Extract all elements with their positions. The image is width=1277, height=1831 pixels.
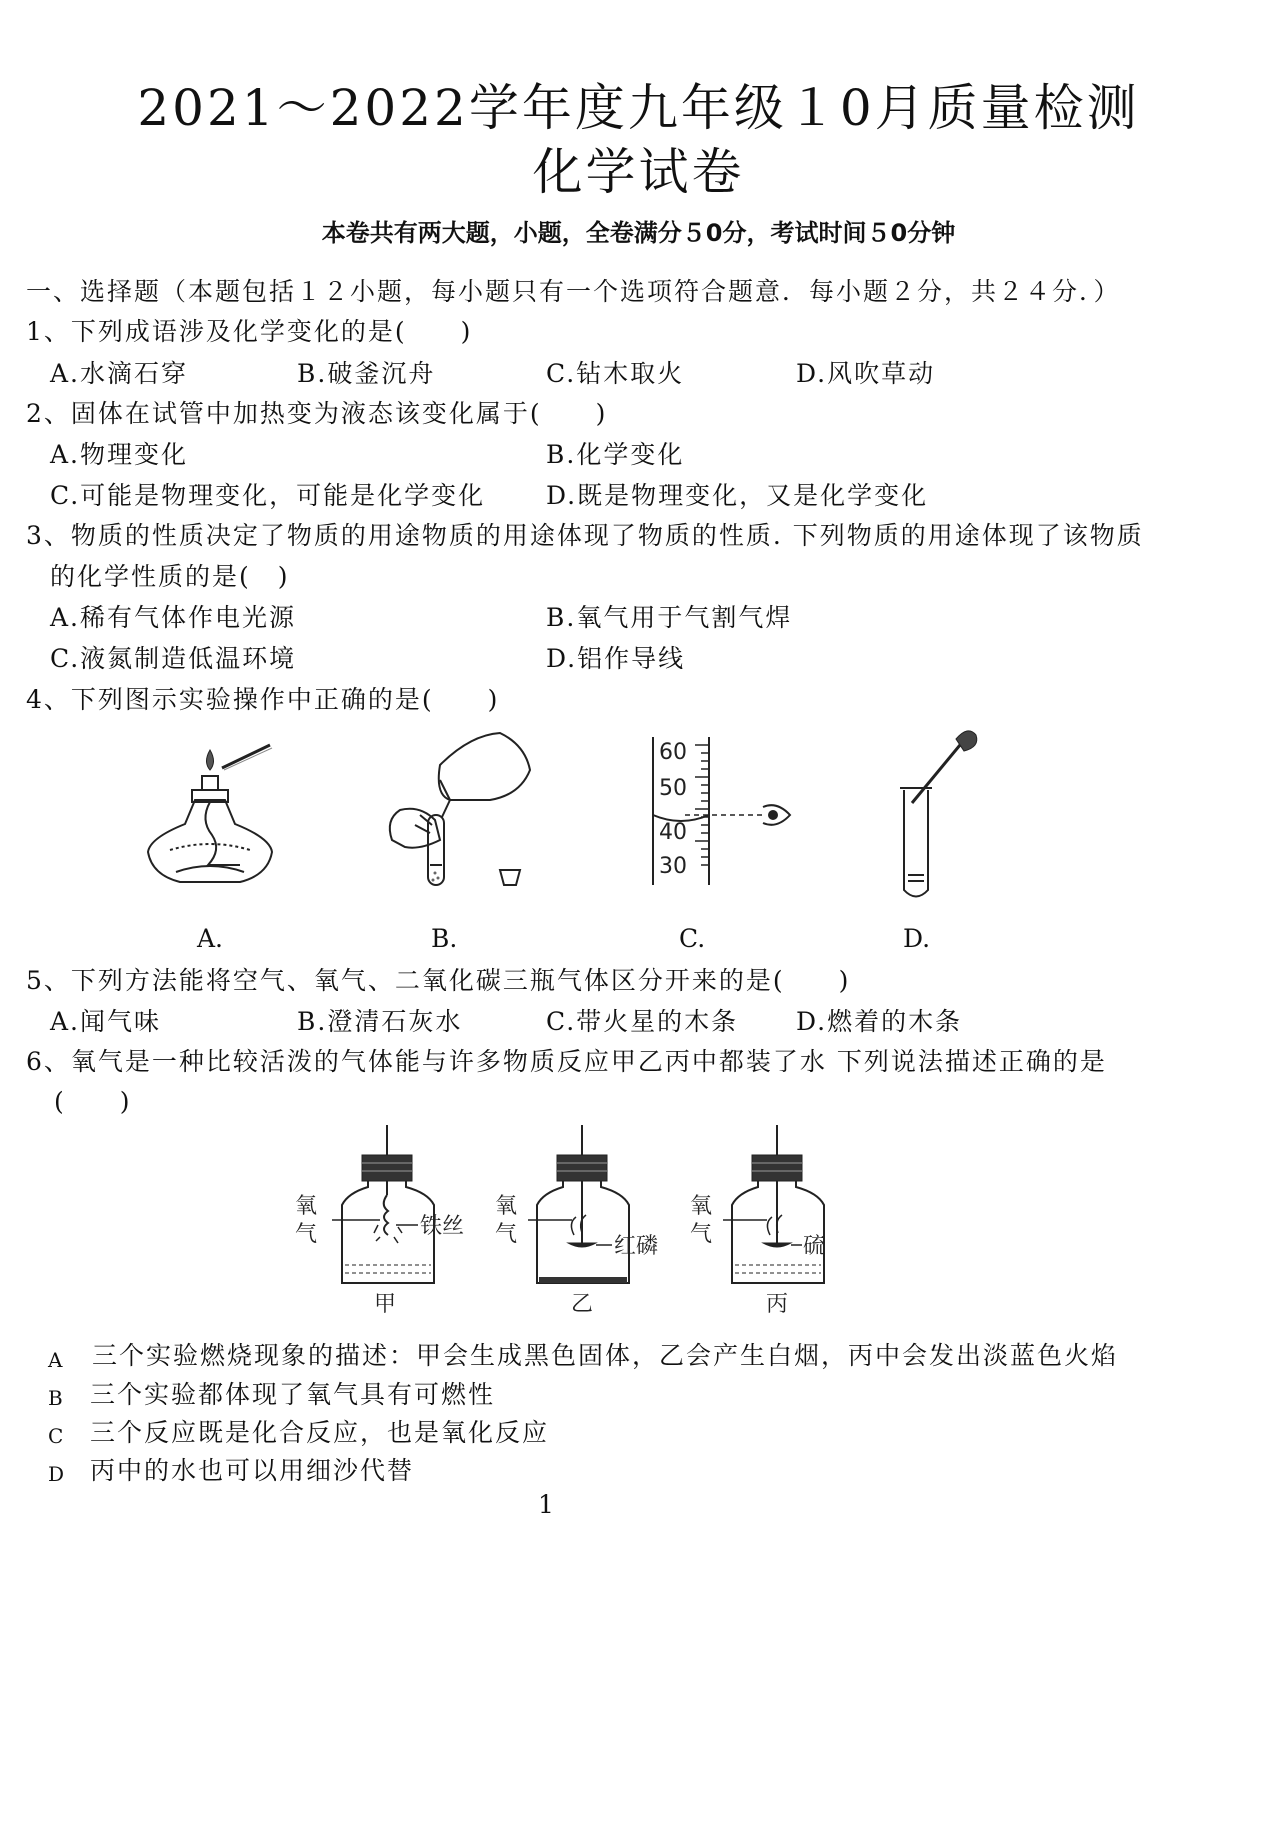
page-title: 2021～2022学年度九年级１0月质量检测 [137, 79, 1140, 137]
question-1-stem: 1、下列成语涉及化学变化的是( ) [26, 317, 473, 346]
substance-iron-wire: 铁丝 [420, 1214, 465, 1239]
q6-option-c-letter: C [48, 1424, 64, 1448]
jar-label-bing: 丙 [766, 1292, 789, 1317]
figure-label-b: B. [431, 924, 458, 953]
figure-label-c: C. [679, 924, 706, 953]
cylinder-tick-50: 50 [659, 776, 687, 801]
q6-option-c[interactable]: 三个反应既是化合反应，也是氧化反应 [90, 1418, 550, 1447]
q6-option-b[interactable]: 三个实验都体现了氧气具有可燃性 [90, 1380, 496, 1409]
jar-yi [528, 1125, 629, 1283]
jar-label-yi: 乙 [571, 1292, 594, 1317]
jar-label-jia: 甲 [374, 1292, 397, 1317]
question-3-stem-cont: 的化学性质的是( ) [50, 562, 290, 591]
substance-red-phosphorus: 红磷 [614, 1234, 659, 1259]
q1-option-c[interactable]: C.钻木取火 [546, 359, 685, 388]
jar-yi-gas-label-top: 氧 [495, 1194, 518, 1219]
figure-pouring-liquid [380, 725, 540, 900]
q5-option-b[interactable]: B.澄清石灰水 [297, 1007, 463, 1036]
q1-option-b[interactable]: B.破釜沉舟 [297, 359, 436, 388]
q6-option-a[interactable]: 三个实验燃烧现象的描述：甲会生成黑色固体，乙会产生白烟，丙中会发出淡蓝色火焰 [92, 1341, 1119, 1370]
figure-dropper [890, 725, 1000, 905]
jar-jia-gas-label-bottom: 气 [295, 1222, 318, 1247]
cylinder-tick-40: 40 [659, 820, 687, 845]
jar-jia [332, 1125, 434, 1283]
q3-option-b[interactable]: B.氧气用于气割气焊 [546, 603, 793, 632]
q6-option-a-letter: A [48, 1348, 63, 1372]
q5-option-d[interactable]: D.燃着的木条 [796, 1007, 963, 1036]
jar-bing [723, 1125, 824, 1283]
page-number: 1 [538, 1490, 554, 1519]
q1-option-d[interactable]: D.风吹草动 [796, 359, 936, 388]
q5-option-a[interactable]: A.闻气味 [50, 1007, 162, 1036]
exam-note: 本卷共有两大题，小题，全卷满分５0分，考试时间５0分钟 [321, 219, 956, 247]
substance-sulfur: 硫 [803, 1234, 826, 1259]
q2-option-c[interactable]: C.可能是物理变化，可能是化学变化 [50, 481, 486, 510]
question-3-stem: 3、物质的性质决定了物质的用途物质的用途体现了物质的性质. 下列物质的用途体现了该物质 [26, 521, 1144, 550]
q3-option-a[interactable]: A.稀有气体作电光源 [50, 603, 297, 632]
q6-option-d[interactable]: 丙中的水也可以用细沙代替 [90, 1456, 415, 1485]
question-2-stem: 2、固体在试管中加热变为液态该变化属于( ) [26, 399, 608, 428]
q5-option-c[interactable]: C.带火星的木条 [546, 1007, 739, 1036]
page-subject: 化学试卷 [532, 143, 745, 201]
q2-option-d[interactable]: D.既是物理变化，又是化学变化 [546, 481, 929, 510]
q6-option-b-letter: B [48, 1386, 63, 1410]
figure-alcohol-lamp [140, 740, 290, 900]
jar-bing-gas-label-top: 氧 [690, 1194, 713, 1219]
cylinder-tick-30: 30 [659, 854, 687, 879]
figure-combustion-jars [290, 1125, 830, 1315]
figure-label-a: A. [197, 924, 224, 953]
q6-option-d-letter: D [48, 1462, 65, 1486]
q1-option-a[interactable]: A.水滴石穿 [50, 359, 189, 388]
question-6-stem: 6、氧气是一种比较活泼的气体能与许多物质反应甲乙丙中都装了水 下列说法描述正确的是 [26, 1047, 1107, 1076]
q2-option-a[interactable]: A.物理变化 [50, 440, 189, 469]
question-6-stem-cont: ( ) [54, 1087, 132, 1116]
jar-jia-gas-label-top: 氧 [295, 1194, 318, 1219]
cylinder-tick-60: 60 [659, 740, 687, 765]
section-heading: 一、选择题（本题包括１２小题，每小题只有一个选项符合题意．每小题２分，共２４分．） [26, 277, 1121, 306]
question-5-stem: 5、下列方法能将空气、氧气、二氧化碳三瓶气体区分开来的是( ) [26, 966, 851, 995]
jar-yi-gas-label-bottom: 气 [495, 1222, 518, 1247]
q2-option-b[interactable]: B.化学变化 [546, 440, 685, 469]
figure-graduated-cylinder [645, 735, 795, 890]
q3-option-d[interactable]: D.铝作导线 [546, 644, 686, 673]
question-4-stem: 4、下列图示实验操作中正确的是( ) [26, 685, 500, 714]
jar-bing-gas-label-bottom: 气 [690, 1222, 713, 1247]
q3-option-c[interactable]: C.液氮制造低温环境 [50, 644, 297, 673]
figure-label-d: D. [903, 924, 931, 953]
